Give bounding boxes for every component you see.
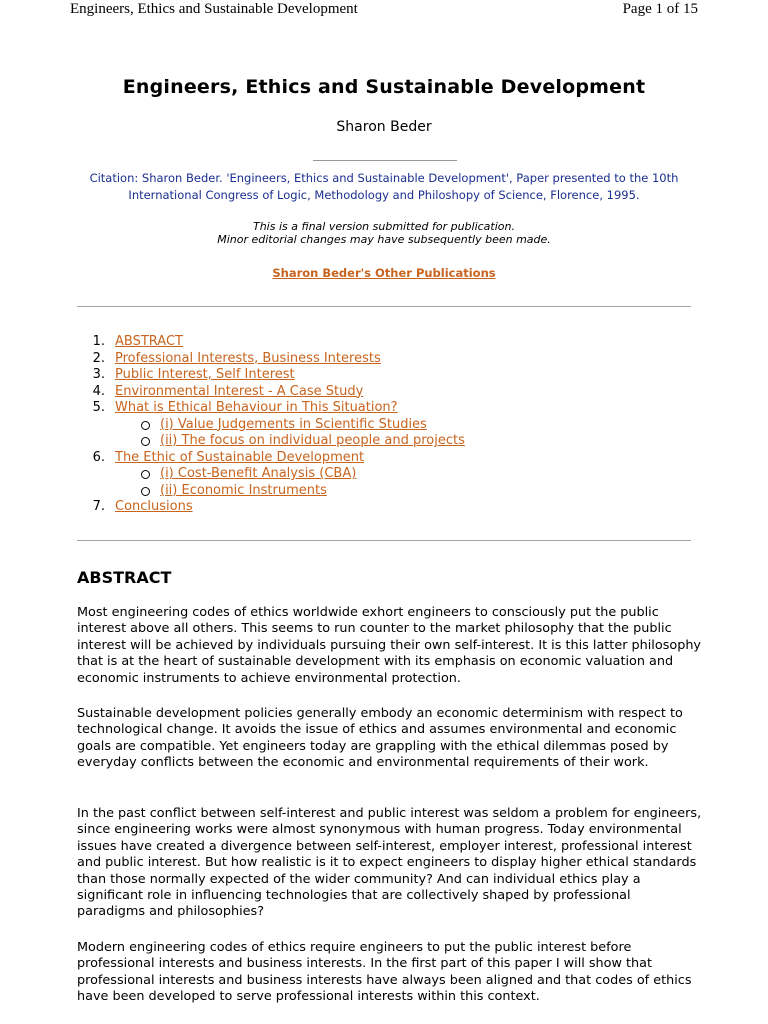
citation: [77, 170, 691, 204]
table-of-contents: [83, 334, 683, 516]
circle-bullet-icon: [141, 487, 150, 496]
divider: [313, 160, 457, 161]
abstract-paragraph: In the past conflict between self-interest and public interest was seldom a problem for engineers, since engineering works were almost synonymous with human progress. Today environmental issues have created a divergence between self-interest, employer interest, professional interest and public interest. But how realistic is it to expect engineers to display higher ethical standards than those normally expected of the wider community? And can individual ethics play a significant role in influencing technologies that are collectively shaped by professional paradigms and philosophies?: [77, 806, 702, 920]
abstract-paragraph: Modern engineering codes of ethics require engineers to put the public interest before professional interests and business interests. In the first part of this paper I will show that professional interests and business interests have always been aligned and that codes of ethics have been developed to serve professional interests within this context.: [77, 940, 692, 1005]
toc-number: 2.: [92, 350, 105, 366]
toc-link[interactable]: (ii) The focus on individual people and projects: [160, 433, 465, 448]
divider: [77, 306, 691, 307]
abstract-heading: ABSTRACT: [77, 568, 172, 587]
page-number: Page 1 of 15: [622, 1, 698, 17]
toc-subitem: [83, 466, 683, 483]
toc-link[interactable]: Environmental Interest - A Case Study: [115, 383, 364, 399]
other-publications: [77, 266, 691, 280]
citation-line: Citation: Sharon Beder. 'Engineers, Ethics and Sustainable Development', Paper presented to the 10th: [89, 171, 679, 185]
toc-link[interactable]: What is Ethical Behaviour in This Situation?: [115, 400, 398, 415]
running-header: [0, 0, 768, 20]
toc-item: [83, 351, 683, 368]
circle-bullet-icon: [141, 437, 150, 446]
toc-link[interactable]: ABSTRACT: [115, 334, 183, 349]
citation-line: International Congress of Logic, Methodology and Philoshopy of Science, Florence, 1995.: [128, 188, 640, 202]
circle-bullet-icon: [141, 470, 150, 479]
toc-number: 4.: [92, 383, 105, 399]
toc-number: 3.: [92, 367, 105, 382]
toc-link[interactable]: (ii) Economic Instruments: [160, 482, 327, 498]
toc-item: [83, 367, 683, 384]
note-line: This is a final version submitted for publication.: [252, 220, 515, 233]
document-title: Engineers, Ethics and Sustainable Development: [122, 76, 646, 98]
toc-item: [83, 334, 683, 351]
abstract-paragraph: Sustainable development policies generally embody an economic determinism with respect to technological change. It avoids the issue of ethics and assumes environmental and economic goals are compatible. Yet engineers today are grappling with the ethical dilemmas posed by everyday conflicts between the economic and environmental requirements of their work.: [77, 706, 683, 771]
toc-item: [83, 450, 683, 467]
publication-note: [77, 220, 691, 246]
toc-number: 1.: [92, 334, 105, 349]
toc-item: [83, 384, 683, 401]
author-name: Sharon Beder: [336, 119, 432, 135]
toc-link[interactable]: Public Interest, Self Interest: [115, 367, 295, 382]
toc-link[interactable]: Conclusions: [115, 499, 193, 514]
toc-number: 5.: [92, 400, 105, 415]
running-title: Engineers, Ethics and Sustainable Development: [70, 1, 358, 17]
toc-link[interactable]: Professional Interests, Business Interests: [115, 350, 381, 366]
other-publications-link[interactable]: Sharon Beder's Other Publications: [272, 266, 496, 280]
toc-item: [83, 499, 683, 516]
circle-bullet-icon: [141, 421, 150, 430]
toc-number: 7.: [92, 499, 105, 514]
toc-link[interactable]: The Ethic of Sustainable Development: [115, 449, 365, 465]
abstract-paragraph: Most engineering codes of ethics worldwide exhort engineers to consciously put the public interest above all others. This seems to run counter to the market philosophy that the public interest will be achieved by individuals pursuing their own self-interest. It is this latter philosophy that is at the heart of sustainable development with its emphasis on economic valuation and economic instruments to achieve environmental protection.: [77, 605, 701, 686]
toc-subitem: [83, 417, 683, 434]
toc-item: [83, 400, 683, 417]
toc-number: 6.: [92, 449, 105, 465]
divider: [77, 540, 691, 541]
toc-link[interactable]: (i) Value Judgements in Scientific Studies: [160, 416, 427, 432]
toc-subitem: [83, 483, 683, 500]
toc-link[interactable]: (i) Cost-Benefit Analysis (CBA): [160, 466, 357, 481]
note-line: Minor editorial changes may have subsequently been made.: [217, 233, 551, 246]
toc-subitem: [83, 433, 683, 450]
